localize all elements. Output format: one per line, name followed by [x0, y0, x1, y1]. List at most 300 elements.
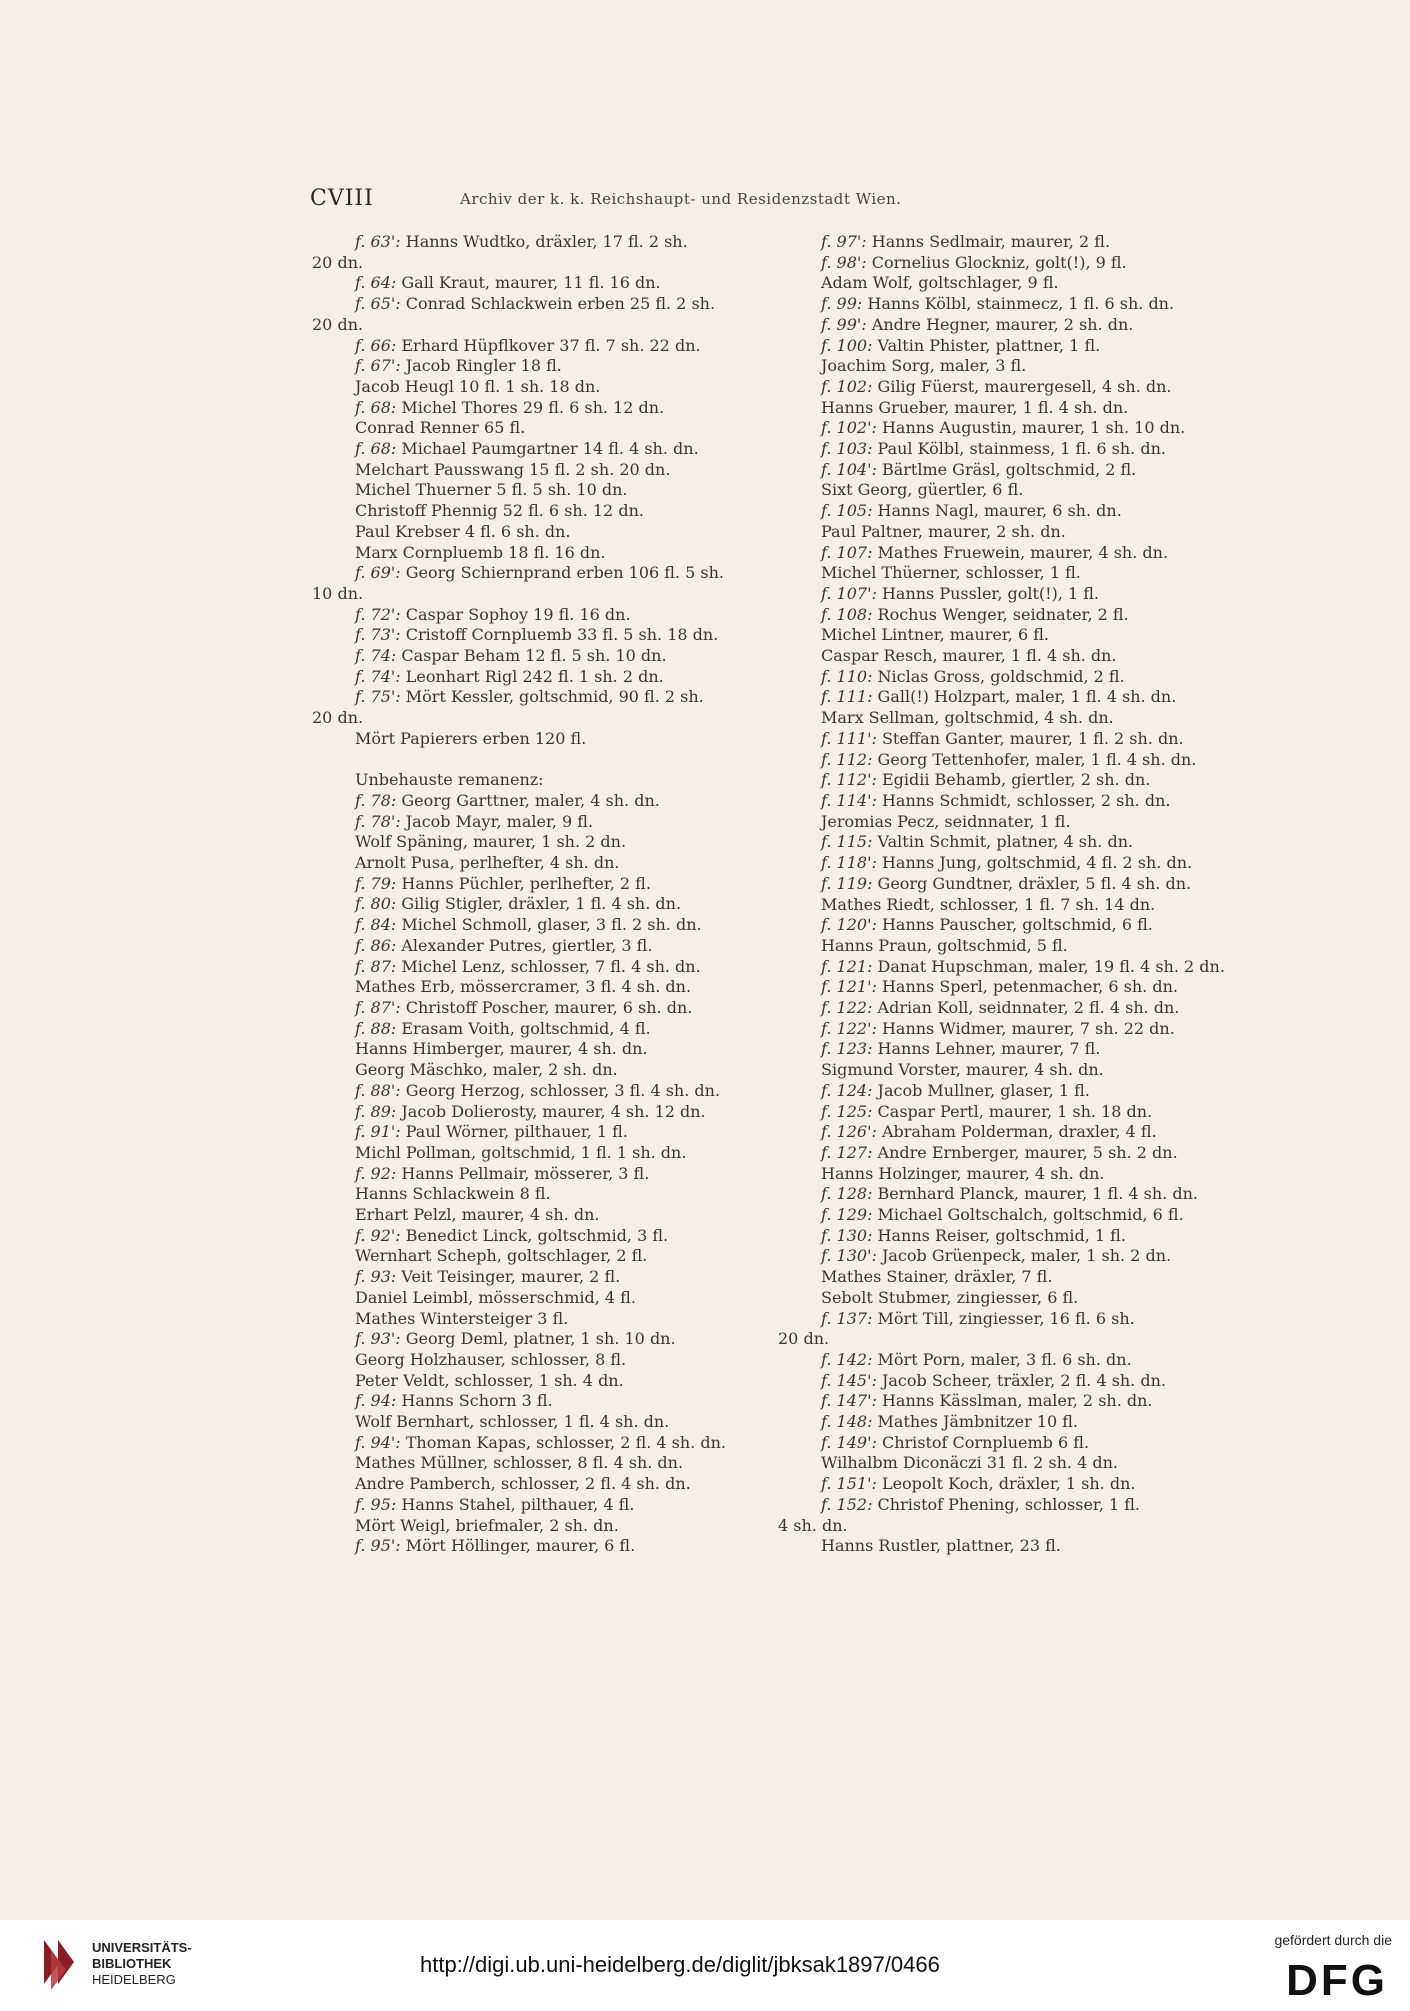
entry-text: Hanns Sperl, petenmacher, 6 sh. dn. — [876, 977, 1178, 997]
entry-text: Alexander Putres, giertler, 3 fl. — [396, 935, 653, 955]
entry-text: Conrad Renner 65 fl. — [355, 418, 526, 438]
folio-reference: f. 89: — [355, 1101, 397, 1121]
running-title: Archiv der k. k. Reichshaupt- und Residenzstadt Wien. — [460, 190, 902, 208]
entry-text: Gall Kraut, maurer, 11 fl. 16 dn. — [396, 273, 661, 293]
entry-line — [312, 625, 770, 646]
entry-text: Hanns Kölbl, stainmecz, 1 fl. 6 sh. dn. — [862, 294, 1175, 314]
entry-text: Adam Wolf, goltschlager, 9 fl. — [821, 273, 1059, 293]
entry-line — [778, 273, 1236, 294]
folio-reference: f. 115: — [821, 832, 873, 852]
entry-text: Michl Pollman, goltschmid, 1 fl. 1 sh. dn. — [355, 1142, 687, 1162]
entry-line — [312, 687, 770, 708]
folio-reference: f. 68: — [355, 397, 397, 417]
folio-reference: f. 114': — [821, 790, 877, 810]
entry-line — [312, 832, 770, 853]
entry-line — [312, 936, 770, 957]
library-name-line: UNIVERSITÄTS- — [92, 1940, 192, 1955]
entry-text: Peter Veldt, schlosser, 1 sh. 4 dn. — [355, 1370, 624, 1390]
folio-reference: f. 102': — [821, 418, 877, 438]
folio-reference: f. 128: — [821, 1184, 873, 1204]
entry-line — [778, 522, 1236, 543]
entry-text: Georg Holzhauser, schlosser, 8 fl. — [355, 1349, 627, 1369]
entry-line — [312, 998, 770, 1019]
folio-reference: f. 95': — [355, 1536, 401, 1556]
folio-reference: f. 66: — [355, 335, 397, 355]
entry-line — [778, 336, 1236, 357]
entry-text: Georg Gundtner, dräxler, 5 fl. 4 sh. dn. — [872, 873, 1192, 893]
entry-line — [778, 1391, 1236, 1412]
entry-line — [778, 770, 1236, 791]
entry-line — [778, 1060, 1236, 1081]
entry-text: Hanns Himberger, maurer, 4 sh. dn. — [355, 1039, 648, 1059]
entry-text: Leonhart Rigl 242 fl. 1 sh. 2 dn. — [400, 666, 664, 686]
folio-reference: f. 95: — [355, 1494, 397, 1514]
entry-text: Gilig Füerst, maurergesell, 4 sh. dn. — [872, 376, 1172, 396]
entry-text: Thoman Kapas, schlosser, 2 fl. 4 sh. dn. — [400, 1432, 726, 1452]
entry-text: Marx Sellman, goltschmid, 4 sh. dn. — [821, 708, 1114, 728]
entry-line — [312, 356, 770, 377]
entry-line — [778, 294, 1236, 315]
entry-line — [778, 377, 1236, 398]
entry-line — [778, 418, 1236, 439]
entry-line — [778, 1536, 1236, 1557]
entry-line — [312, 646, 770, 667]
folio-reference: f. 99: — [821, 294, 863, 314]
folio-reference: f. 103: — [821, 439, 873, 459]
entry-line — [312, 1102, 770, 1123]
entry-line — [312, 1453, 770, 1474]
entry-text: Michael Paumgartner 14 fl. 4 sh. dn. — [396, 439, 699, 459]
entry-line — [778, 646, 1236, 667]
page-header — [310, 180, 1210, 220]
entry-line — [778, 315, 1236, 336]
entry-line — [312, 1536, 770, 1557]
folio-reference: f. 92': — [355, 1225, 401, 1245]
entry-text: Georg Schiernprand erben 106 fl. 5 sh. — [400, 563, 724, 583]
entry-text: Niclas Gross, goldschmid, 2 fl. — [872, 666, 1125, 686]
entry-text: Jeromias Pecz, seidnnater, 1 fl. — [821, 811, 1071, 831]
folio-reference: f. 63': — [355, 232, 401, 251]
entry-line — [312, 957, 770, 978]
entry-line — [312, 1267, 770, 1288]
folio-reference: f. 152: — [821, 1494, 873, 1514]
entry-text: Caspar Sophoy 19 fl. 16 dn. — [400, 604, 631, 624]
entry-text: Andre Hegner, maurer, 2 sh. dn. — [866, 314, 1134, 334]
entry-text: Christof Cornpluemb 6 fl. — [876, 1432, 1090, 1452]
entry-line — [778, 667, 1236, 688]
entry-text: Paul Kölbl, stainmess, 1 fl. 6 sh. dn. — [872, 439, 1166, 459]
folio-reference: f. 125: — [821, 1101, 873, 1121]
entry-line — [778, 1184, 1236, 1205]
entry-text: Andre Pamberch, schlosser, 2 fl. 4 sh. dn. — [355, 1474, 691, 1494]
entry-line — [312, 1350, 770, 1371]
entry-text: Hanns Sedlmair, maurer, 2 fl. — [866, 232, 1111, 251]
entry-line — [312, 791, 770, 812]
entry-text: Mathes Jämbnitzer 10 fl. — [872, 1412, 1079, 1432]
entry-text: Hanns Reiser, goltschmid, 1 fl. — [872, 1225, 1126, 1245]
folio-reference: f. 121': — [821, 977, 877, 997]
folio-reference: f. 98': — [821, 252, 867, 272]
right-column — [778, 232, 1236, 1557]
entry-text: Veit Teisinger, maurer, 2 fl. — [396, 1267, 621, 1287]
entry-text: Hanns Schlackwein 8 fl. — [355, 1184, 551, 1204]
entry-text: Hanns Lehner, maurer, 7 fl. — [872, 1039, 1101, 1059]
entry-line — [778, 729, 1236, 750]
entry-text: Hanns Grueber, maurer, 1 fl. 4 sh. dn. — [821, 397, 1129, 417]
dfg-logo[interactable]: DFG — [1286, 1956, 1388, 2005]
entry-line — [778, 998, 1236, 1019]
entry-text: Gall(!) Holzpart, maler, 1 fl. 4 sh. dn. — [872, 687, 1177, 707]
entry-line — [778, 1453, 1236, 1474]
entry-line — [778, 480, 1236, 501]
entry-line — [312, 273, 770, 294]
entry-line — [778, 398, 1236, 419]
folio-reference: f. 75': — [355, 687, 401, 707]
entry-line — [312, 915, 770, 936]
entry-text: Paul Krebser 4 fl. 6 sh. dn. — [355, 521, 571, 541]
entry-text: Michel Lintner, maurer, 6 fl. — [821, 625, 1049, 645]
entry-line — [312, 480, 770, 501]
folio-reference: f. 111: — [821, 687, 873, 707]
entry-text: Conrad Schlackwein erben 25 fl. 2 sh. — [400, 294, 716, 314]
folio-reference: f. 79: — [355, 873, 397, 893]
folio-reference: f. 97': — [821, 232, 867, 251]
entry-line — [778, 915, 1236, 936]
entry-text: Mört Till, zingiesser, 16 fl. 6 sh. — [872, 1308, 1135, 1328]
entry-line — [778, 812, 1236, 833]
entry-line: 4 sh. dn. — [778, 1515, 848, 1535]
entry-text: Hanns Holzinger, maurer, 4 sh. dn. — [821, 1163, 1105, 1183]
folio-reference: f. 123: — [821, 1039, 873, 1059]
entry-text: Mathes Erb, mössercramer, 3 fl. 4 sh. dn. — [355, 977, 692, 997]
entry-text: Erhart Pelzl, maurer, 4 sh. dn. — [355, 1205, 600, 1225]
entry-text: Mathes Stainer, dräxler, 7 fl. — [821, 1267, 1053, 1287]
folio-reference: f. 151': — [821, 1474, 877, 1494]
folio-reference: f. 121: — [821, 956, 873, 976]
entry-line — [778, 1164, 1236, 1185]
entry-line — [312, 1433, 770, 1454]
page-number: CVIII — [310, 186, 374, 211]
folio-reference: f. 93: — [355, 1267, 397, 1287]
folio-reference: f. 78': — [355, 811, 401, 831]
folio-reference: f. 80: — [355, 894, 397, 914]
folio-reference: f. 86: — [355, 935, 397, 955]
entry-text: Jacob Mayr, maler, 9 fl. — [400, 811, 594, 831]
folio-reference: f. 147': — [821, 1391, 877, 1411]
entry-line — [312, 522, 770, 543]
entry-text: Arnolt Pusa, perlhefter, 4 sh. dn. — [355, 853, 620, 873]
entry-text: Mathes Fruewein, maurer, 4 sh. dn. — [872, 542, 1169, 562]
entry-text: Jacob Dolierosty, maurer, 4 sh. 12 dn. — [396, 1101, 706, 1121]
folio-reference: f. 65': — [355, 294, 401, 314]
folio-reference: f. 64: — [355, 273, 397, 293]
entry-line — [312, 605, 770, 626]
folio-reference: f. 142: — [821, 1349, 873, 1369]
entry-line — [312, 1391, 770, 1412]
entry-text: Michel Thores 29 fl. 6 sh. 12 dn. — [396, 397, 665, 417]
folio-reference: f. 112': — [821, 770, 877, 790]
entry-text: Michel Schmoll, glaser, 3 fl. 2 sh. dn. — [396, 915, 702, 935]
entry-line — [312, 1371, 770, 1392]
entry-text: Mathes Wintersteiger 3 fl. — [355, 1308, 569, 1328]
entry-text: Egidii Behamb, giertler, 2 sh. dn. — [876, 770, 1151, 790]
entry-text: Paul Wörner, pilthauer, 1 fl. — [400, 1122, 628, 1142]
folio-reference: f. 88': — [355, 1080, 401, 1100]
entry-text: Valtin Phister, plattner, 1 fl. — [872, 335, 1101, 355]
entry-text: Mört Weigl, briefmaler, 2 sh. dn. — [355, 1515, 619, 1535]
folio-reference: f. 110: — [821, 666, 873, 686]
entry-line — [778, 874, 1236, 895]
entry-line — [312, 977, 770, 998]
entry-line — [312, 750, 770, 771]
folio-reference: f. 129: — [821, 1205, 873, 1225]
folio-reference: f. 118': — [821, 853, 877, 873]
entry-line — [778, 853, 1236, 874]
folio-reference: f. 130: — [821, 1225, 873, 1245]
entry-text: Caspar Pertl, maurer, 1 sh. 18 dn. — [872, 1101, 1153, 1121]
entry-text: Georg Deml, platner, 1 sh. 10 dn. — [400, 1329, 676, 1349]
folio-reference: f. 87: — [355, 956, 397, 976]
entry-text: Bernhard Planck, maurer, 1 fl. 4 sh. dn. — [872, 1184, 1198, 1204]
folio-reference: f. 104': — [821, 459, 877, 479]
entry-text: Hanns Pauscher, goltschmid, 6 fl. — [876, 915, 1153, 935]
folio-reference: f. 137: — [821, 1308, 873, 1328]
entry-text: Georg Garttner, maler, 4 sh. dn. — [396, 790, 660, 810]
entry-line — [778, 356, 1236, 377]
entry-line — [312, 1246, 770, 1267]
entry-text: Hanns Schmidt, schlosser, 2 sh. dn. — [876, 790, 1171, 810]
entry-line — [778, 1246, 1236, 1267]
entry-text: Georg Herzog, schlosser, 3 fl. 4 sh. dn. — [400, 1080, 721, 1100]
entry-line — [778, 232, 1236, 253]
entry-line — [778, 750, 1236, 771]
folio-reference: f. 148: — [821, 1412, 873, 1432]
folio-reference: f. 74': — [355, 666, 401, 686]
entry-line: 20 dn. — [312, 708, 364, 728]
entry-line — [778, 1039, 1236, 1060]
entry-line — [778, 1350, 1236, 1371]
entry-line — [312, 1226, 770, 1247]
entry-line — [312, 812, 770, 833]
entry-line — [312, 1309, 770, 1330]
entry-text: Melchart Pausswang 15 fl. 2 sh. 20 dn. — [355, 459, 671, 479]
entry-text: Jacob Scheer, träxler, 2 fl. 4 sh. dn. — [876, 1370, 1167, 1390]
folio-reference: f. 91': — [355, 1122, 401, 1142]
entry-text: Georg Tettenhofer, maler, 1 fl. 4 sh. dn. — [872, 749, 1197, 769]
entry-text: Jacob Heugl 10 fl. 1 sh. 18 dn. — [355, 376, 601, 396]
folio-reference: f. 69': — [355, 563, 401, 583]
permalink-url[interactable]: http://digi.ub.uni-heidelberg.de/diglit/jbksak1897/0466 — [420, 1952, 940, 1977]
entry-line — [312, 232, 770, 253]
entry-text: Steffan Ganter, maurer, 1 fl. 2 sh. dn. — [876, 728, 1184, 748]
entry-line — [778, 563, 1236, 584]
entry-line — [778, 895, 1236, 916]
entry-line: 20 dn. — [312, 252, 364, 272]
folio-reference: f. 72': — [355, 604, 401, 624]
entry-text: Hanns Pussler, golt(!), 1 fl. — [876, 583, 1100, 603]
entry-text: Hanns Wudtko, dräxler, 17 fl. 2 sh. — [400, 232, 688, 251]
entry-line — [778, 977, 1236, 998]
entry-line — [312, 294, 770, 315]
entry-line — [778, 1081, 1236, 1102]
entry-text: Hanns Praun, goltschmid, 5 fl. — [821, 935, 1068, 955]
entry-line — [312, 439, 770, 460]
folio-reference: f. 108: — [821, 604, 873, 624]
entry-text: Wilhalbm Diconäczi 31 fl. 2 sh. 4 dn. — [821, 1453, 1118, 1473]
folio-reference: f. 126': — [821, 1122, 877, 1142]
folio-reference: f. 107': — [821, 583, 877, 603]
entry-line — [312, 1288, 770, 1309]
entry-text: Hanns Augustin, maurer, 1 sh. 10 dn. — [876, 418, 1186, 438]
entry-text: Danat Hupschman, maler, 19 fl. 4 sh. 2 dn. — [872, 956, 1225, 976]
folio-reference: f. 105: — [821, 501, 873, 521]
folio-reference: f. 112: — [821, 749, 873, 769]
entry-line — [778, 253, 1236, 274]
entry-text: Joachim Sorg, maler, 3 fl. — [821, 356, 1027, 376]
entry-line — [312, 336, 770, 357]
entry-text: Daniel Leimbl, mösserschmid, 4 fl. — [355, 1287, 636, 1307]
folio-reference: f. 94': — [355, 1432, 401, 1452]
entry-line — [312, 894, 770, 915]
entry-line — [312, 1412, 770, 1433]
folio-reference: f. 119: — [821, 873, 873, 893]
entry-text: Erhard Hüpflkover 37 fl. 7 sh. 22 dn. — [396, 335, 701, 355]
entry-line — [312, 874, 770, 895]
entry-text: Hanns Schorn 3 fl. — [396, 1391, 553, 1411]
entry-line — [778, 584, 1236, 605]
entry-line — [778, 936, 1236, 957]
entry-text: Hanns Stahel, pilthauer, 4 fl. — [396, 1494, 635, 1514]
library-name-line: BIBLIOTHEK — [92, 1956, 172, 1971]
entry-text: Erasam Voith, goltschmid, 4 fl. — [396, 1018, 651, 1038]
entry-text: Mathes Riedt, schlosser, 1 fl. 7 sh. 14 dn. — [821, 894, 1156, 914]
entry-line — [312, 667, 770, 688]
entry-line — [778, 1288, 1236, 1309]
entry-line — [312, 1495, 770, 1516]
folio-reference: f. 94: — [355, 1391, 397, 1411]
entry-line — [778, 1433, 1236, 1454]
entry-text: Mört Porn, maler, 3 fl. 6 sh. dn. — [872, 1349, 1132, 1369]
entry-line — [312, 398, 770, 419]
entry-line — [778, 687, 1236, 708]
folio-reference: f. 127: — [821, 1142, 873, 1162]
left-column — [312, 232, 770, 1557]
entry-line — [312, 1060, 770, 1081]
entry-text: Hanns Rustler, plattner, 23 fl. — [821, 1536, 1061, 1556]
entry-text: Christof Phening, schlosser, 1 fl. — [872, 1494, 1141, 1514]
folio-reference: f. 102: — [821, 376, 873, 396]
entry-line — [312, 1205, 770, 1226]
entry-line — [312, 1164, 770, 1185]
entry-line — [312, 1143, 770, 1164]
entry-text: Valtin Schmit, platner, 4 sh. dn. — [872, 832, 1134, 852]
footer-bar — [0, 1920, 1410, 2011]
entry-text: Christoff Phennig 52 fl. 6 sh. 12 dn. — [355, 501, 644, 521]
entry-line — [312, 1184, 770, 1205]
entry-line — [312, 563, 770, 584]
entry-text: Hanns Püchler, perlhefter, 2 fl. — [396, 873, 651, 893]
entry-line — [312, 1516, 770, 1537]
entry-text: Wolf Bernhart, schlosser, 1 fl. 4 sh. dn. — [355, 1412, 670, 1432]
entry-line — [312, 1081, 770, 1102]
entry-line: 10 dn. — [312, 583, 364, 603]
folio-reference: f. 67': — [355, 356, 401, 376]
entry-text: Caspar Beham 12 fl. 5 sh. 10 dn. — [396, 646, 667, 666]
entry-text: Sixt Georg, güertler, 6 fl. — [821, 480, 1024, 500]
entry-text: Michael Goltschalch, goltschmid, 6 fl. — [872, 1205, 1184, 1225]
entry-text: Christoff Poscher, maurer, 6 sh. dn. — [400, 998, 693, 1017]
folio-reference: f. 100: — [821, 335, 873, 355]
entry-line — [778, 625, 1236, 646]
folio-reference: f. 92: — [355, 1163, 397, 1183]
folio-reference: f. 122': — [821, 1018, 877, 1038]
entry-text: Michel Thuerner 5 fl. 5 sh. 10 dn. — [355, 480, 628, 500]
entry-line — [778, 1102, 1236, 1123]
folio-reference: f. 149': — [821, 1432, 877, 1452]
folio-reference: f. 73': — [355, 625, 401, 645]
entry-line — [312, 377, 770, 398]
folio-reference: f. 78: — [355, 790, 397, 810]
entry-line — [312, 1019, 770, 1040]
folio-reference: f. 93': — [355, 1329, 401, 1349]
entry-text: Mört Höllinger, maurer, 6 fl. — [400, 1536, 636, 1556]
entry-line — [778, 832, 1236, 853]
entry-text: Leopolt Koch, dräxler, 1 sh. dn. — [876, 1474, 1136, 1494]
entry-line — [778, 1309, 1236, 1330]
entry-text: Gilig Stigler, dräxler, 1 fl. 4 sh. dn. — [396, 894, 682, 914]
entry-text: Marx Cornpluemb 18 fl. 16 dn. — [355, 542, 606, 562]
folio-reference: f. 145': — [821, 1370, 877, 1390]
entry-text: Caspar Resch, maurer, 1 fl. 4 sh. dn. — [821, 646, 1117, 666]
entry-line — [778, 1371, 1236, 1392]
entry-text: Jacob Mullner, glaser, 1 fl. — [872, 1080, 1090, 1100]
entry-text: Abraham Polderman, draxler, 4 fl. — [876, 1122, 1157, 1142]
entry-line — [312, 1474, 770, 1495]
entry-text: Cornelius Glockniz, golt(!), 9 fl. — [866, 252, 1127, 272]
folio-reference: f. 122: — [821, 998, 873, 1018]
entry-text: Paul Paltner, maurer, 2 sh. dn. — [821, 521, 1066, 541]
entry-text: Adrian Koll, seidnnater, 2 fl. 4 sh. dn. — [872, 998, 1180, 1018]
entry-text: Mört Papierers erben 120 fl. — [355, 728, 587, 748]
entry-line — [778, 708, 1236, 729]
entry-line — [778, 1019, 1236, 1040]
folio-reference: f. 107: — [821, 542, 873, 562]
folio-reference: f. 99': — [821, 314, 867, 334]
entry-text: Wernhart Scheph, goltschlager, 2 fl. — [355, 1246, 648, 1266]
entry-line — [312, 1039, 770, 1060]
entry-line — [778, 791, 1236, 812]
entry-text: Hanns Pellmair, mösserer, 3 fl. — [396, 1163, 650, 1183]
entry-line — [778, 1205, 1236, 1226]
entry-line — [778, 1226, 1236, 1247]
entry-line — [312, 501, 770, 522]
entry-line — [778, 460, 1236, 481]
entry-line — [778, 1267, 1236, 1288]
entry-text: Michel Lenz, schlosser, 7 fl. 4 sh. dn. — [396, 956, 701, 976]
entry-text: Sebolt Stubmer, zingiesser, 6 fl. — [821, 1287, 1079, 1307]
library-name[interactable] — [92, 1940, 192, 1988]
entry-line — [312, 543, 770, 564]
funded-by-label: gefördert durch die — [1274, 1932, 1392, 1948]
entry-text: Rochus Wenger, seidnater, 2 fl. — [872, 604, 1129, 624]
folio-reference: f. 88: — [355, 1018, 397, 1038]
folio-reference: f. 124: — [821, 1080, 873, 1100]
entry-line — [312, 418, 770, 439]
entry-text: Hanns Jung, goltschmid, 4 fl. 2 sh. dn. — [876, 853, 1193, 873]
folio-reference: f. 130': — [821, 1246, 877, 1266]
entry-text: Michel Thüerner, schlosser, 1 fl. — [821, 563, 1081, 583]
folio-reference: f. 74: — [355, 646, 397, 666]
